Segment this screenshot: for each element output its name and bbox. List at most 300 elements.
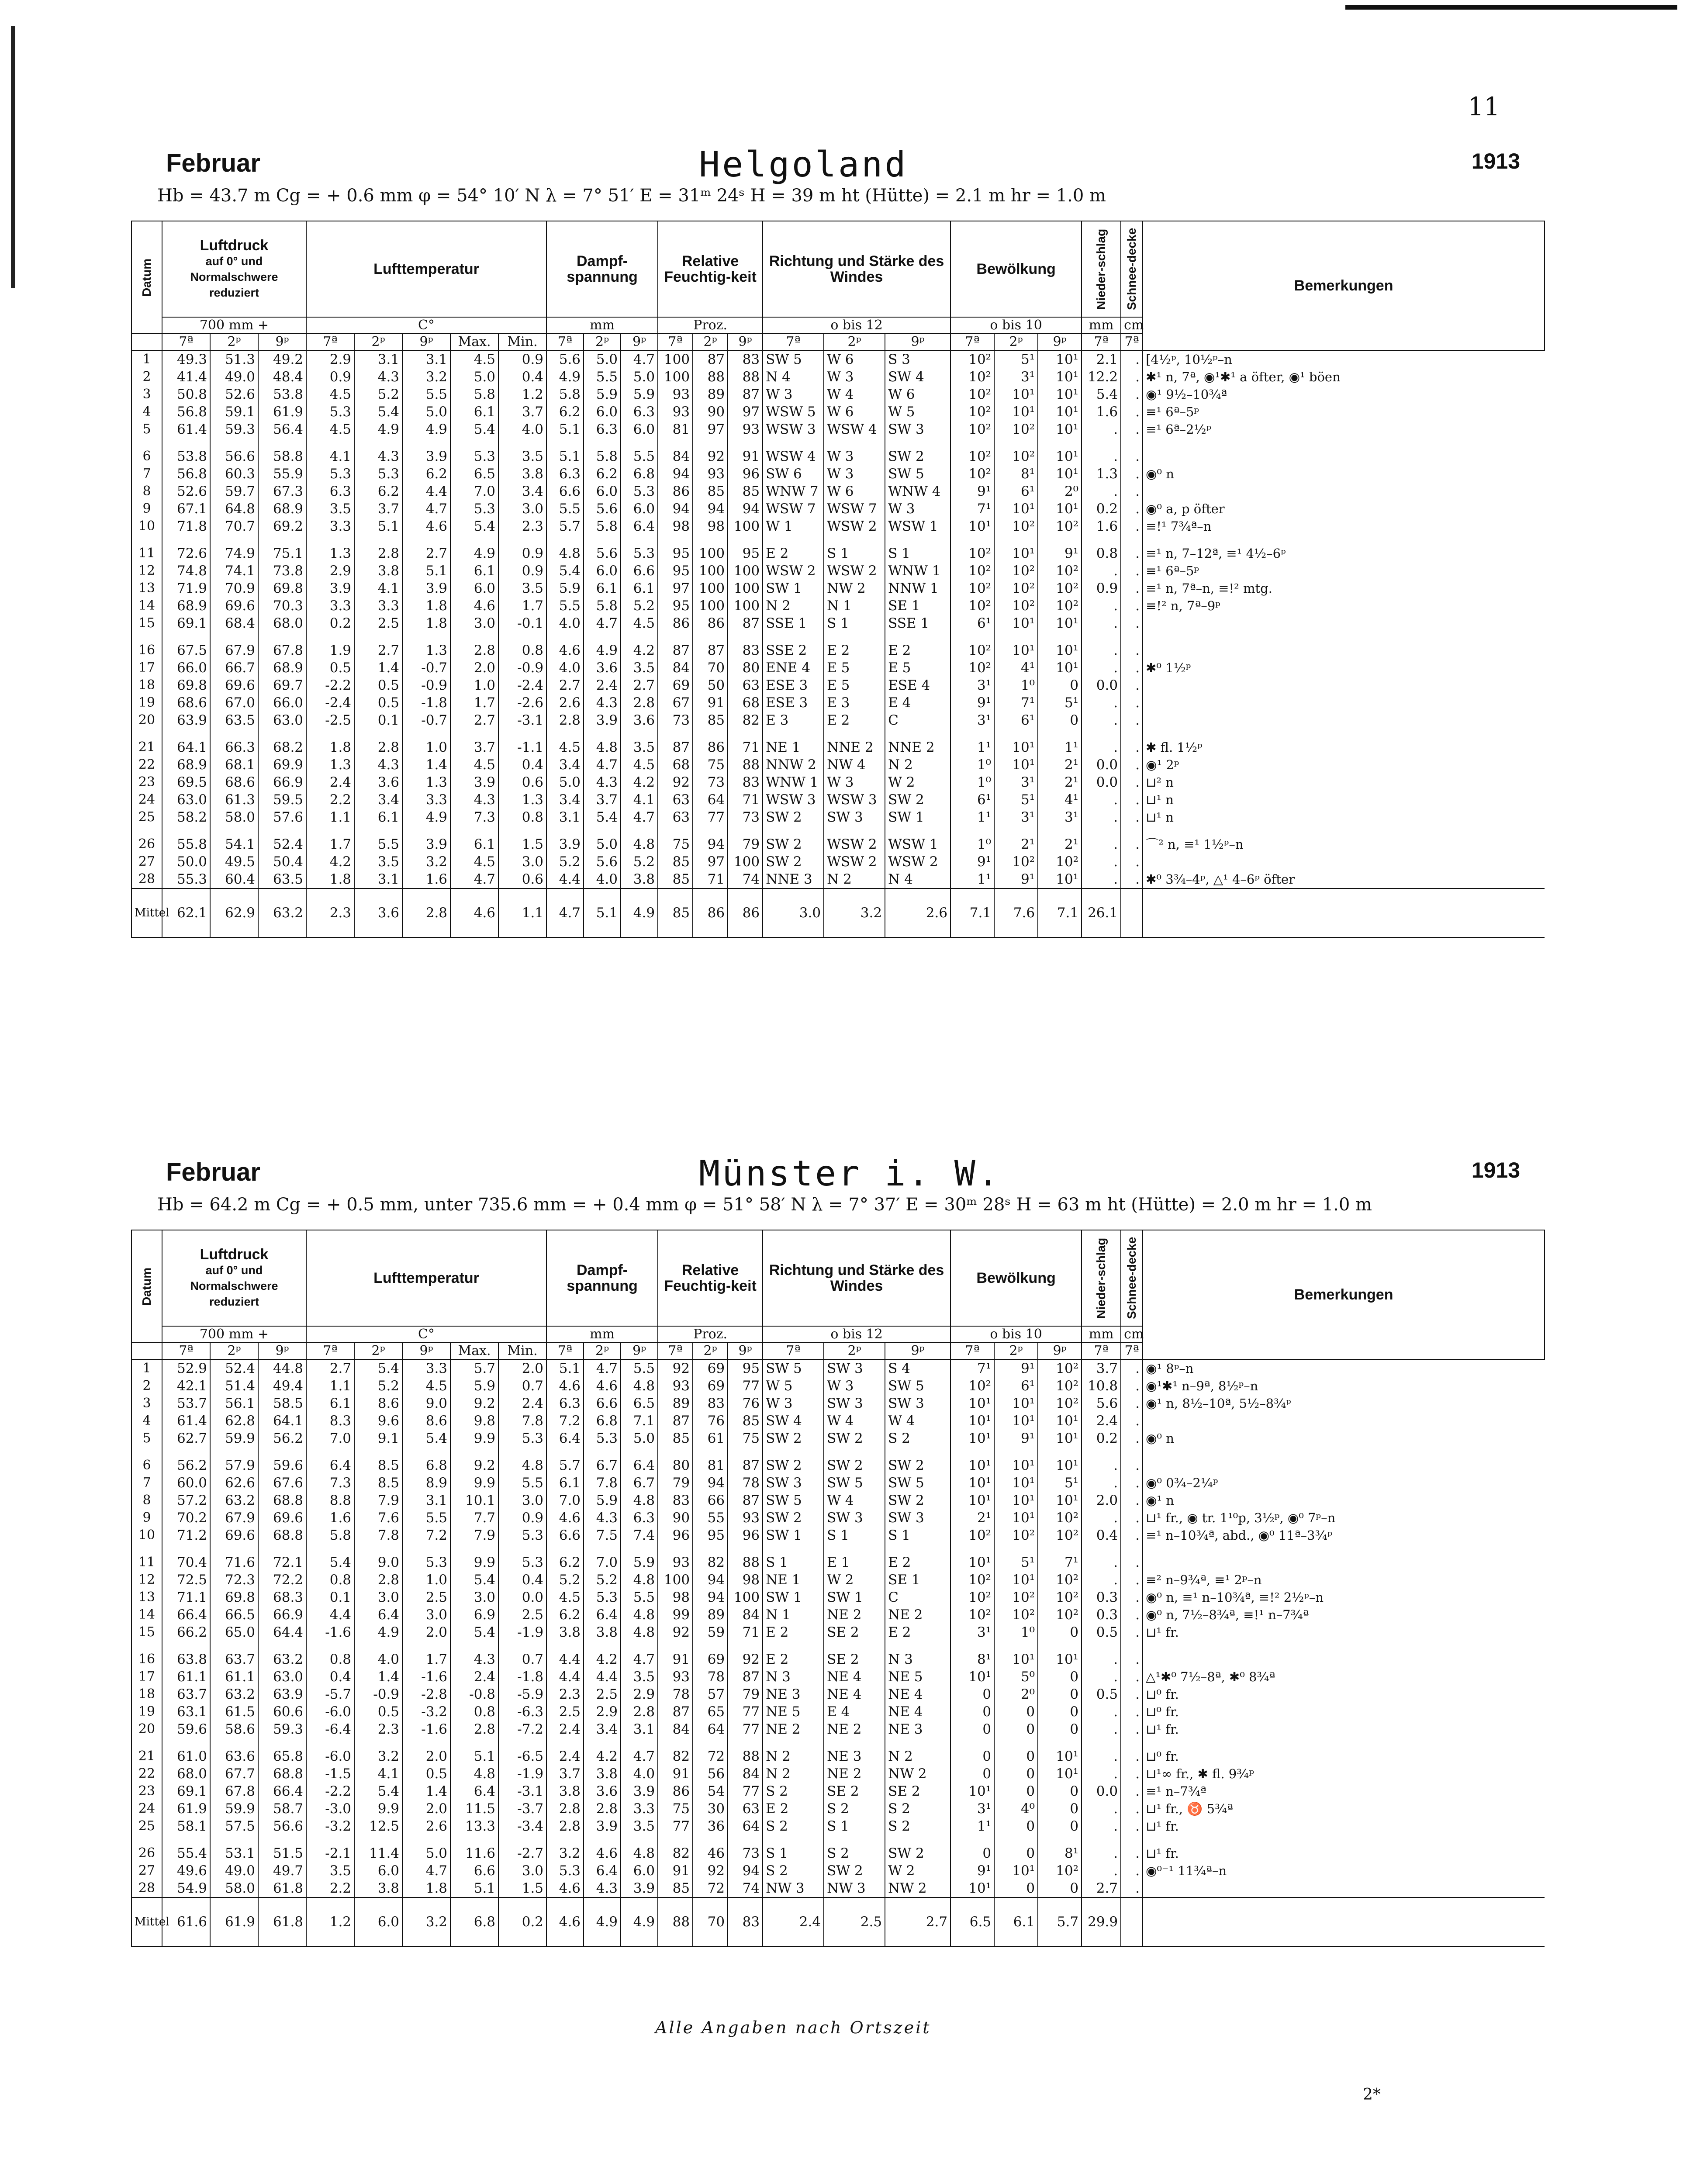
value-cell: 92 xyxy=(728,1651,763,1668)
value-cell: 10² xyxy=(950,597,994,615)
value-cell: 10¹ xyxy=(994,739,1038,756)
value-cell: 0.9 xyxy=(498,545,546,562)
value-cell: 3.0 xyxy=(498,500,546,518)
value-cell: 1.6 xyxy=(1082,518,1121,535)
time-label: 9ᵖ xyxy=(885,334,950,350)
value-cell: 54.1 xyxy=(210,836,258,853)
value-cell: . xyxy=(1121,580,1143,597)
day-cell: 28 xyxy=(131,1880,162,1897)
value-cell: 2.9 xyxy=(306,350,354,368)
time-label: 7ª xyxy=(306,334,354,350)
mean-cell: 5.7 xyxy=(1038,1897,1082,1946)
value-cell: 1.8 xyxy=(306,739,354,756)
value-cell: 0.2 xyxy=(1082,500,1121,518)
value-cell: 3.8 xyxy=(621,871,658,888)
value-cell: 10¹ xyxy=(994,500,1038,518)
value-cell: 2.5 xyxy=(402,1589,450,1606)
value-cell: 59.6 xyxy=(258,1457,306,1474)
value-cell: 100 xyxy=(658,350,693,368)
time-label: 9ᵖ xyxy=(728,1343,763,1359)
value-cell: SW 1 xyxy=(824,1589,885,1606)
value-cell: SW 3 xyxy=(824,1359,885,1377)
value-cell: SW 3 xyxy=(824,1509,885,1527)
col-feuchte: Relative Feuchtig-keit xyxy=(658,1230,763,1326)
value-cell: 68.9 xyxy=(162,756,210,774)
value-cell: 9.9 xyxy=(450,1554,498,1571)
value-cell: 4.5 xyxy=(450,853,498,871)
value-cell: W 6 xyxy=(824,350,885,368)
value-cell: 9¹ xyxy=(950,853,994,871)
value-cell: 10¹ xyxy=(994,386,1038,403)
value-cell: 0.4 xyxy=(306,1668,354,1686)
value-cell: 7.0 xyxy=(306,1430,354,1447)
value-cell: 6.2 xyxy=(546,1554,584,1571)
value-cell: . xyxy=(1121,1668,1143,1686)
value-cell: . xyxy=(1121,774,1143,791)
value-cell: 5.3 xyxy=(306,403,354,421)
value-cell: 10¹ xyxy=(994,1862,1038,1880)
value-cell: 9¹ xyxy=(994,1359,1038,1377)
value-cell: 89 xyxy=(693,386,728,403)
value-cell: 10² xyxy=(950,403,994,421)
unit-label: cm xyxy=(1121,1326,1143,1343)
value-cell: 3.0 xyxy=(498,853,546,871)
value-cell: 0 xyxy=(1038,1686,1082,1703)
value-cell: 54 xyxy=(693,1783,728,1800)
value-cell: 55.9 xyxy=(258,465,306,483)
value-cell: -1.6 xyxy=(306,1624,354,1641)
time-label: 7ª xyxy=(162,1343,210,1359)
value-cell: -0.9 xyxy=(354,1686,402,1703)
value-cell: 52.9 xyxy=(162,1359,210,1377)
value-cell: 2.8 xyxy=(584,1800,621,1818)
table-row xyxy=(131,465,1545,483)
value-cell: W 6 xyxy=(824,403,885,421)
day-cell: 12 xyxy=(131,1571,162,1589)
mean-cell xyxy=(1143,888,1545,937)
value-cell: . xyxy=(1082,615,1121,632)
value-cell: 92 xyxy=(693,448,728,465)
mean-cell: 2.7 xyxy=(885,1897,950,1946)
table-row xyxy=(131,615,1545,632)
remark-cell: ≡¹ 6ª–5ᵖ xyxy=(1143,403,1545,421)
value-cell: 96 xyxy=(728,465,763,483)
value-cell: 4.7 xyxy=(584,756,621,774)
table-row xyxy=(131,1651,1545,1668)
value-cell: ESE 4 xyxy=(885,677,950,694)
value-cell: 10² xyxy=(994,853,1038,871)
remark-cell: ≡!² n, 7ª–9ᵖ xyxy=(1143,597,1545,615)
value-cell: 9.0 xyxy=(354,1554,402,1571)
value-cell: 7.9 xyxy=(450,1527,498,1544)
value-cell: 87 xyxy=(658,642,693,659)
value-cell: 58.6 xyxy=(210,1721,258,1738)
value-cell: 87 xyxy=(728,615,763,632)
value-cell: WSW 3 xyxy=(763,791,824,809)
value-cell: 10¹ xyxy=(1038,659,1082,677)
time-label: 9ᵖ xyxy=(621,1343,658,1359)
value-cell: 7.4 xyxy=(621,1527,658,1544)
value-cell: 52.6 xyxy=(162,483,210,500)
value-cell: 6.4 xyxy=(306,1457,354,1474)
value-cell: WSW 5 xyxy=(763,403,824,421)
value-cell: 4.6 xyxy=(546,642,584,659)
value-cell: 6.4 xyxy=(450,1783,498,1800)
value-cell: 62.7 xyxy=(162,1430,210,1447)
value-cell: 2.8 xyxy=(450,1721,498,1738)
value-cell: 48.4 xyxy=(258,368,306,386)
value-cell: 6.7 xyxy=(584,1457,621,1474)
value-cell: 58.5 xyxy=(258,1395,306,1412)
day-cell: 28 xyxy=(131,871,162,888)
value-cell: 1⁰ xyxy=(950,756,994,774)
value-cell: 7.6 xyxy=(354,1509,402,1527)
value-cell: SW 5 xyxy=(763,1359,824,1377)
value-cell: S 4 xyxy=(885,1359,950,1377)
value-cell: 94 xyxy=(693,1589,728,1606)
value-cell: 7.7 xyxy=(450,1509,498,1527)
value-cell: 3.6 xyxy=(584,659,621,677)
value-cell: SSE 1 xyxy=(763,615,824,632)
value-cell: 3.7 xyxy=(1082,1359,1121,1377)
table-row xyxy=(131,500,1545,518)
value-cell: E 4 xyxy=(824,1703,885,1721)
value-cell: 0.3 xyxy=(1082,1606,1121,1624)
value-cell: 64 xyxy=(693,791,728,809)
value-cell: 5¹ xyxy=(994,350,1038,368)
value-cell: 6.3 xyxy=(621,403,658,421)
value-cell: . xyxy=(1082,1818,1121,1835)
value-cell: 66.9 xyxy=(258,1606,306,1624)
value-cell: 5.0 xyxy=(402,1845,450,1862)
value-cell: 66.3 xyxy=(210,739,258,756)
value-cell: 10² xyxy=(1038,580,1082,597)
mean-cell: 4.9 xyxy=(621,888,658,937)
value-cell: 69.8 xyxy=(258,580,306,597)
value-cell: 4.3 xyxy=(584,1509,621,1527)
section-muenster xyxy=(131,1153,1520,1947)
value-cell: 6.2 xyxy=(546,403,584,421)
value-cell: 0.4 xyxy=(1082,1527,1121,1544)
value-cell: 87 xyxy=(658,1412,693,1430)
table-row xyxy=(131,1862,1545,1880)
value-cell: 5.4 xyxy=(450,1624,498,1641)
table-row xyxy=(131,1800,1545,1818)
value-cell: 6.4 xyxy=(584,1862,621,1880)
mean-cell: 2.5 xyxy=(824,1897,885,1946)
day-cell: 26 xyxy=(131,836,162,853)
value-cell: 2.5 xyxy=(584,1686,621,1703)
value-cell: 5.2 xyxy=(546,853,584,871)
value-cell: 9.9 xyxy=(450,1430,498,1447)
value-cell: WSW 2 xyxy=(885,853,950,871)
value-cell: 10² xyxy=(994,518,1038,535)
value-cell: 77 xyxy=(728,1377,763,1395)
value-cell: 78 xyxy=(693,1668,728,1686)
value-cell: 2.7 xyxy=(354,642,402,659)
remark-cell: ⊔¹ fr., ♉ 5¾ª xyxy=(1143,1800,1545,1818)
value-cell: 56.2 xyxy=(258,1430,306,1447)
value-cell: W 3 xyxy=(824,448,885,465)
unit-label: 700 mm + xyxy=(162,317,306,334)
value-cell: 87 xyxy=(693,642,728,659)
value-cell: W 3 xyxy=(824,774,885,791)
value-cell: 4.8 xyxy=(621,1492,658,1509)
year-label: 1913 xyxy=(1471,149,1520,173)
value-cell: S 2 xyxy=(824,1845,885,1862)
remark-cell xyxy=(1143,1412,1545,1430)
value-cell: 4.5 xyxy=(450,350,498,368)
mean-cell: 29.9 xyxy=(1082,1897,1121,1946)
value-cell: 2.7 xyxy=(450,712,498,729)
value-cell: 6.2 xyxy=(546,1606,584,1624)
value-cell: 4.8 xyxy=(450,1765,498,1783)
value-cell: 2.4 xyxy=(1082,1412,1121,1430)
value-cell: 1.0 xyxy=(402,1571,450,1589)
value-cell: 5.5 xyxy=(402,386,450,403)
value-cell: S 3 xyxy=(885,350,950,368)
day-cell: 9 xyxy=(131,500,162,518)
value-cell: 10² xyxy=(950,350,994,368)
value-cell: . xyxy=(1121,1412,1143,1430)
value-cell: 5.1 xyxy=(450,1748,498,1765)
value-cell: 87 xyxy=(693,350,728,368)
value-cell: . xyxy=(1121,545,1143,562)
remark-cell: ≡!¹ 7¾ª–n xyxy=(1143,518,1545,535)
value-cell: 63.2 xyxy=(210,1686,258,1703)
value-cell: 10² xyxy=(994,1606,1038,1624)
value-cell: 10¹ xyxy=(994,1509,1038,1527)
value-cell: 63 xyxy=(658,809,693,826)
time-label: 9ᵖ xyxy=(402,1343,450,1359)
value-cell: . xyxy=(1121,659,1143,677)
value-cell: . xyxy=(1121,1509,1143,1527)
value-cell: 4.2 xyxy=(621,774,658,791)
value-cell: 9¹ xyxy=(950,694,994,712)
col-schnee: Schnee-decke xyxy=(1121,221,1143,317)
value-cell: 75 xyxy=(658,836,693,853)
value-cell: 8.3 xyxy=(306,1412,354,1430)
day-cell: 9 xyxy=(131,1509,162,1527)
value-cell: SE 1 xyxy=(885,1571,950,1589)
value-cell: 7.1 xyxy=(621,1412,658,1430)
remark-cell: ◉⁰⁻¹ 11¾ª–n xyxy=(1143,1862,1545,1880)
value-cell: 91 xyxy=(728,448,763,465)
value-cell: 50.4 xyxy=(258,853,306,871)
time-label: 2ᵖ xyxy=(584,1343,621,1359)
value-cell: 5.8 xyxy=(450,386,498,403)
value-cell: 4.3 xyxy=(584,1880,621,1897)
value-cell: 2.0 xyxy=(498,1359,546,1377)
value-cell: 60.4 xyxy=(210,871,258,888)
value-cell: 9¹ xyxy=(950,1862,994,1880)
value-cell: W 4 xyxy=(824,1492,885,1509)
value-cell: 83 xyxy=(658,1492,693,1509)
value-cell: . xyxy=(1121,712,1143,729)
value-cell: . xyxy=(1082,1571,1121,1589)
value-cell: 69.8 xyxy=(210,1589,258,1606)
value-cell: . xyxy=(1121,694,1143,712)
value-cell: 5.2 xyxy=(621,597,658,615)
value-cell: 71 xyxy=(693,871,728,888)
value-cell: 100 xyxy=(728,562,763,580)
value-cell: 10¹ xyxy=(1038,871,1082,888)
col-temperatur: Lufttemperatur xyxy=(306,221,546,317)
day-cell: 15 xyxy=(131,615,162,632)
remark-cell: ◉⁰ 0¾–2¼ᵖ xyxy=(1143,1474,1545,1492)
value-cell: 64.8 xyxy=(210,500,258,518)
value-cell: 6.0 xyxy=(584,483,621,500)
value-cell: 69.1 xyxy=(162,615,210,632)
remark-cell: ◉⁰ n, ≡¹ n–10¾ª, ≡!² 2½ᵖ–n xyxy=(1143,1589,1545,1606)
value-cell: 65.0 xyxy=(210,1624,258,1641)
value-cell: 89 xyxy=(658,1395,693,1412)
value-cell: 0.8 xyxy=(306,1571,354,1589)
value-cell: 3.4 xyxy=(498,483,546,500)
table-row xyxy=(131,421,1545,438)
value-cell: 81 xyxy=(658,421,693,438)
value-cell: 8¹ xyxy=(994,465,1038,483)
table-row xyxy=(131,712,1545,729)
day-cell: 16 xyxy=(131,642,162,659)
value-cell: 4.0 xyxy=(546,659,584,677)
value-cell: 100 xyxy=(728,518,763,535)
unit-label: mm xyxy=(546,317,658,334)
time-label: 9ᵖ xyxy=(258,1343,306,1359)
value-cell: 2.8 xyxy=(546,1818,584,1835)
value-cell: . xyxy=(1121,1624,1143,1641)
value-cell: E 2 xyxy=(885,642,950,659)
table-row xyxy=(131,1721,1545,1738)
value-cell: 52.4 xyxy=(258,836,306,853)
value-cell: 3.5 xyxy=(306,500,354,518)
value-cell: 11.4 xyxy=(354,1845,402,1862)
value-cell: 10² xyxy=(950,1589,994,1606)
day-cell: 11 xyxy=(131,1554,162,1571)
value-cell: 68 xyxy=(658,756,693,774)
value-cell: 1⁰ xyxy=(994,677,1038,694)
value-cell: 0 xyxy=(1038,1818,1082,1835)
value-cell: . xyxy=(1121,739,1143,756)
value-cell: 2.9 xyxy=(584,1703,621,1721)
day-cell: 21 xyxy=(131,739,162,756)
value-cell: 9¹ xyxy=(994,871,1038,888)
remark-cell: ◉¹✱¹ n–9ª, 8½ᵖ–n xyxy=(1143,1377,1545,1395)
value-cell: 4.9 xyxy=(450,545,498,562)
value-cell: 3.5 xyxy=(498,448,546,465)
value-cell: 87 xyxy=(658,739,693,756)
table-row xyxy=(131,659,1545,677)
value-cell: 10¹ xyxy=(1038,386,1082,403)
remark-cell: ⊔¹ n xyxy=(1143,791,1545,809)
value-cell: 4.6 xyxy=(546,1509,584,1527)
value-cell: 1.3 xyxy=(498,791,546,809)
day-cell: 25 xyxy=(131,809,162,826)
value-cell: 5.9 xyxy=(621,386,658,403)
time-label: 7ª xyxy=(658,334,693,350)
value-cell: 5.5 xyxy=(584,368,621,386)
value-cell: 5.4 xyxy=(450,518,498,535)
value-cell: 62.8 xyxy=(210,1412,258,1430)
value-cell: . xyxy=(1082,1554,1121,1571)
value-cell: . xyxy=(1121,403,1143,421)
value-cell: NE 1 xyxy=(763,739,824,756)
value-cell: 0.9 xyxy=(498,350,546,368)
value-cell: 5.6 xyxy=(584,853,621,871)
value-cell: 1.5 xyxy=(498,1880,546,1897)
value-cell: SW 1 xyxy=(763,580,824,597)
value-cell: . xyxy=(1121,1359,1143,1377)
value-cell: 3¹ xyxy=(950,677,994,694)
time-label: 7ª xyxy=(950,334,994,350)
value-cell: 10² xyxy=(950,562,994,580)
value-cell: 7.5 xyxy=(584,1527,621,1544)
unit-label: cm xyxy=(1121,317,1143,334)
value-cell: 77 xyxy=(658,1818,693,1835)
value-cell: 0.4 xyxy=(498,1571,546,1589)
value-cell: -1.8 xyxy=(498,1668,546,1686)
value-cell: 10¹ xyxy=(1038,1765,1082,1783)
value-cell: 5.5 xyxy=(354,836,402,853)
day-cell: 23 xyxy=(131,774,162,791)
value-cell: -3.4 xyxy=(498,1818,546,1835)
value-cell: E 2 xyxy=(763,1624,824,1641)
value-cell: 0.2 xyxy=(1082,1430,1121,1447)
value-cell: . xyxy=(1082,1765,1121,1783)
value-cell: NW 3 xyxy=(763,1880,824,1897)
value-cell: 10² xyxy=(994,562,1038,580)
value-cell: 5.8 xyxy=(584,448,621,465)
value-cell: 10² xyxy=(994,1589,1038,1606)
value-cell: 0 xyxy=(1038,1703,1082,1721)
time-label: 2ᵖ xyxy=(584,334,621,350)
value-cell: S 1 xyxy=(763,1554,824,1571)
value-cell: . xyxy=(1121,1457,1143,1474)
value-cell: 4.4 xyxy=(546,871,584,888)
value-cell: 4.5 xyxy=(546,1589,584,1606)
value-cell: W 2 xyxy=(824,1571,885,1589)
value-cell: 6¹ xyxy=(994,483,1038,500)
value-cell: 63.6 xyxy=(210,1748,258,1765)
mean-row xyxy=(131,888,1545,937)
value-cell: 88 xyxy=(728,1554,763,1571)
value-cell: -0.1 xyxy=(498,615,546,632)
value-cell: 3¹ xyxy=(950,1800,994,1818)
value-cell: . xyxy=(1121,368,1143,386)
value-cell: 3.9 xyxy=(546,836,584,853)
value-cell: 63.5 xyxy=(258,871,306,888)
value-cell: 5.2 xyxy=(584,1571,621,1589)
value-cell: 61.1 xyxy=(162,1668,210,1686)
table-row xyxy=(131,1359,1545,1377)
value-cell: 10¹ xyxy=(994,615,1038,632)
remark-cell: △¹✱⁰ 7½–8ª, ✱⁰ 8¾ª xyxy=(1143,1668,1545,1686)
day-cell: 24 xyxy=(131,1800,162,1818)
remark-cell: ◉⁰ n xyxy=(1143,1430,1545,1447)
mean-cell: 61.6 xyxy=(162,1897,210,1946)
table-row xyxy=(131,518,1545,535)
value-cell: 9¹ xyxy=(1038,545,1082,562)
value-cell: 3.7 xyxy=(584,791,621,809)
table-row xyxy=(131,836,1545,853)
value-cell: 3.5 xyxy=(354,853,402,871)
value-cell: 8.5 xyxy=(354,1457,402,1474)
value-cell: . xyxy=(1082,809,1121,826)
value-cell: E 3 xyxy=(824,694,885,712)
value-cell: -5.9 xyxy=(498,1686,546,1703)
value-cell: 86 xyxy=(658,483,693,500)
value-cell: 3.8 xyxy=(354,1880,402,1897)
